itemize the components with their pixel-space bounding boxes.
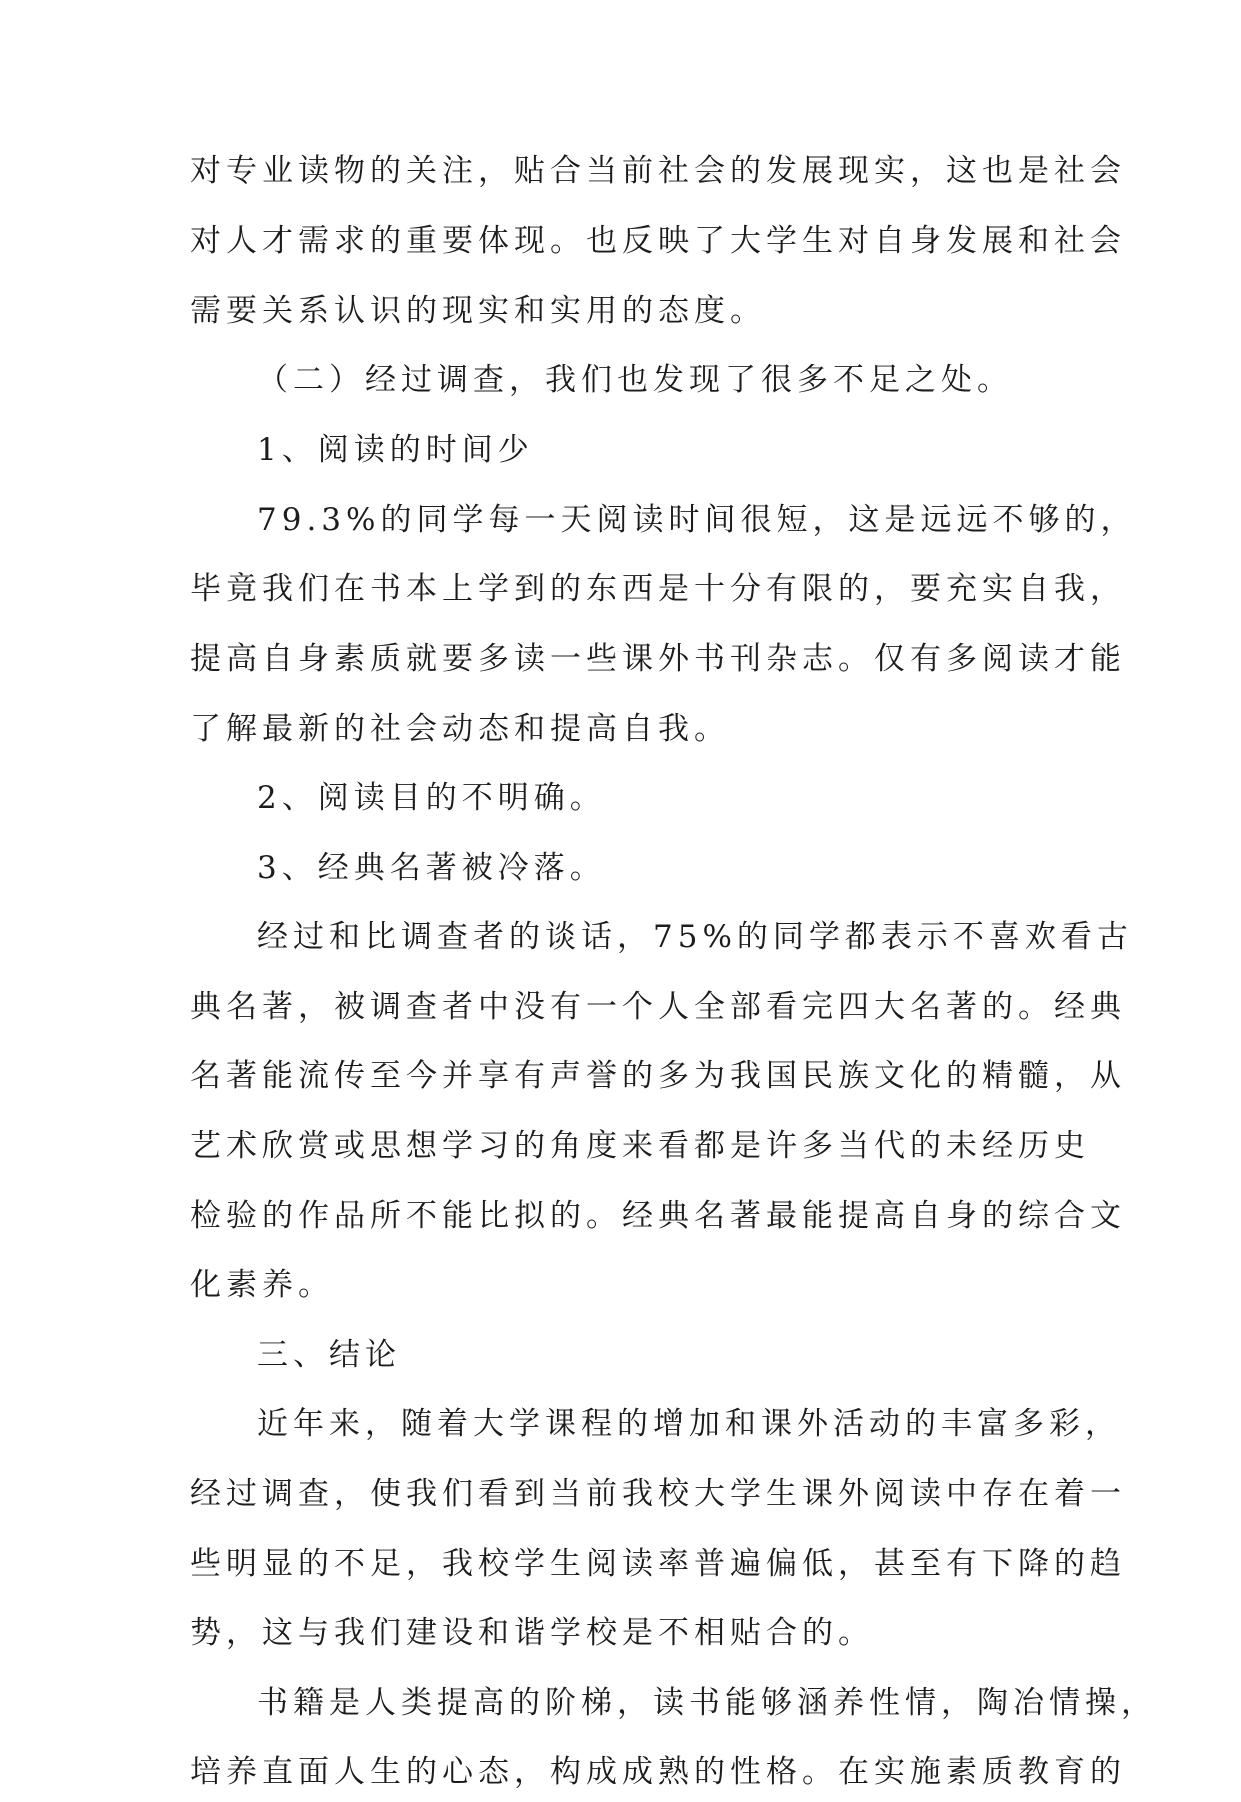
text-line: 势，这与我们建设和谐学校是不相贴合的。 [190,1615,874,1651]
text-line: 79.3%的同学每一天阅读时间很短，这是远远不够的， [257,502,1137,538]
section-heading: 三、结论 [257,1337,401,1373]
text-line: 艺术欣赏或思想学习的角度来看都是许多当代的未经历史 [190,1128,1090,1164]
text-line: 检验的作品所不能比拟的。经典名著最能提高自身的综合文 [190,1198,1126,1234]
list-item-heading: 1、阅读的时间少 [257,432,534,468]
text-line: 典名著，被调查者中没有一个人全部看完四大名著的。经典 [190,989,1126,1025]
list-item-heading: 3、经典名著被冷落。 [257,850,606,886]
list-item-heading: 2、阅读目的不明确。 [257,780,606,816]
text-line: 了解最新的社会动态和提高自我。 [190,711,730,747]
text-line: 经过和比调查者的谈话，75%的同学都表示不喜欢看古 [257,919,1133,955]
text-line: 毕竟我们在书本上学到的东西是十分有限的，要充实自我， [190,571,1126,607]
section-heading: （二）经过调查，我们也发现了很多不足之处。 [257,362,1013,398]
text-line: 对人才需求的重要体现。也反映了大学生对自身发展和社会 [190,223,1126,259]
text-line: 些明显的不足，我校学生阅读率普遍偏低，甚至有下降的趋 [190,1546,1126,1582]
text-line: 对专业读物的关注，贴合当前社会的发展现实，这也是社会 [190,153,1126,189]
text-line: 书籍是人类提高的阶梯，读书能够涵养性情，陶冶情操， [257,1685,1157,1721]
text-line: 需要关系认识的现实和实用的态度。 [190,293,766,329]
text-line: 提高自身素质就要多读一些课外书刊杂志。仅有多阅读才能 [190,641,1126,677]
text-line: 培养直面人生的心态，构成成熟的性格。在实施素质教育的 [190,1754,1126,1790]
text-line: 化素养。 [190,1267,334,1303]
text-line: 经过调查，使我们看到当前我校大学生课外阅读中存在着一 [190,1476,1126,1512]
text-line: 名著能流传至今并享有声誉的多为我国民族文化的精髓，从 [190,1058,1126,1094]
text-line: 近年来，随着大学课程的增加和课外活动的丰富多彩， [257,1406,1121,1442]
